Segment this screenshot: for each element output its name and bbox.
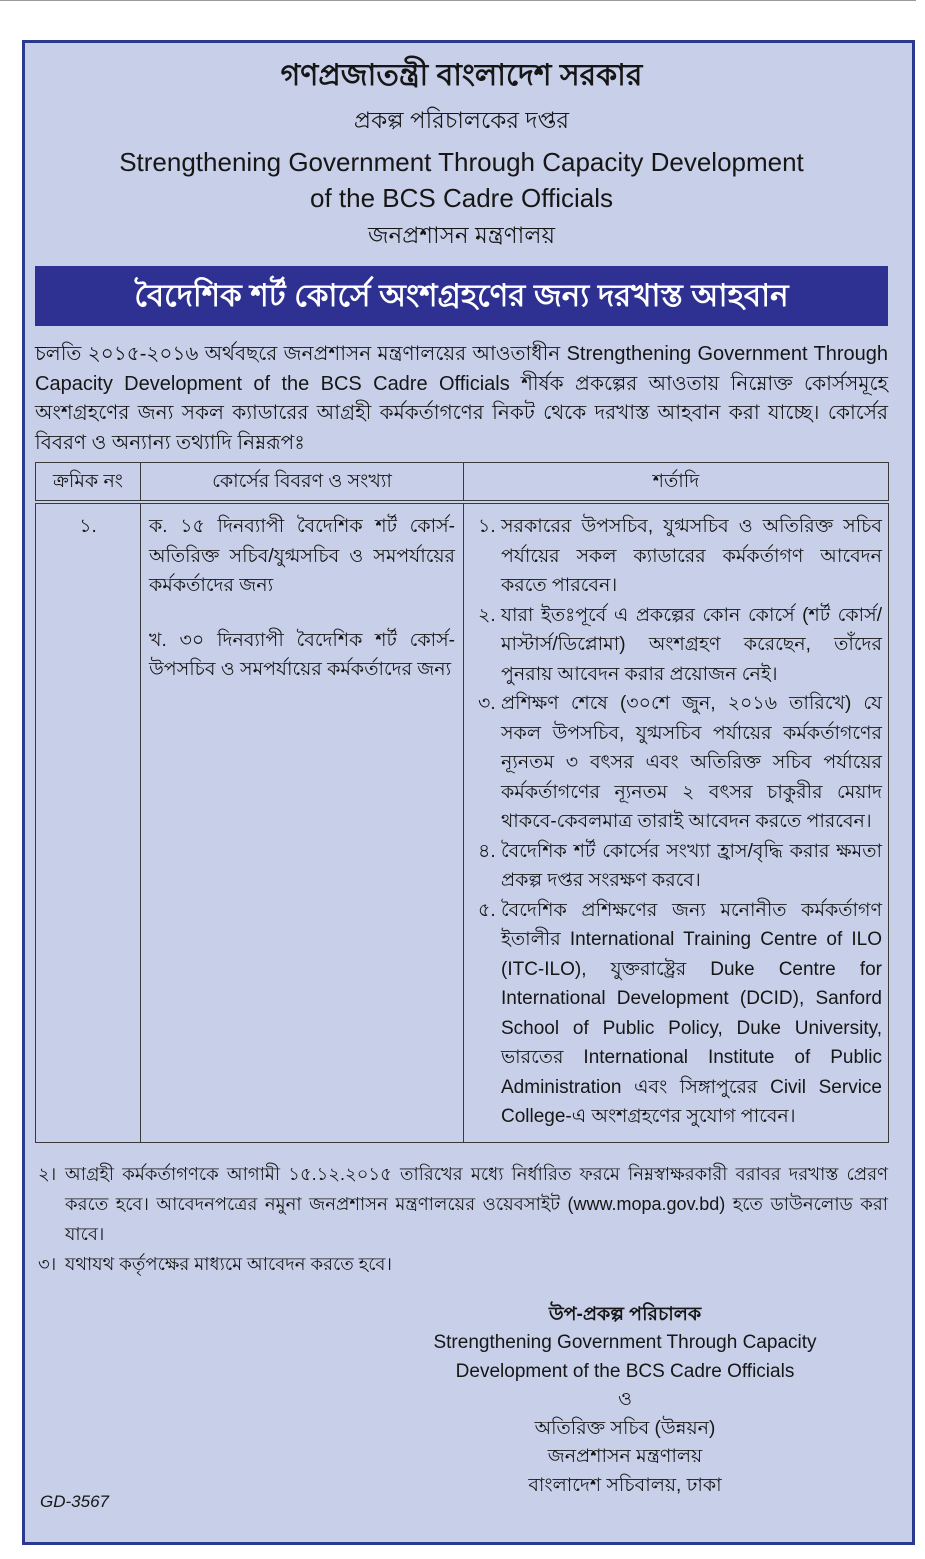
condition-number: ৩. xyxy=(478,693,496,714)
condition-number: ৫. xyxy=(478,899,496,921)
signature-block xyxy=(405,1301,845,1501)
signatory-designation: অতিরিক্ত সচিব (উন্নয়ন) xyxy=(534,1417,716,1439)
project-title-line2: of the BCS Cadre Officials xyxy=(310,183,613,213)
course-item: খ. ৩০ দিনব্যাপী বৈদেশিক শর্ট কোর্স- উপসচিব ও সমপর্যায়ের কর্মকর্তাদের জন্য xyxy=(149,629,455,680)
table-row xyxy=(36,502,889,1142)
condition-item xyxy=(478,837,882,896)
office-title: প্রকল্প পরিচালকের দপ্তর xyxy=(353,107,570,133)
note-number: ২। xyxy=(38,1163,57,1184)
notice-banner xyxy=(35,266,888,326)
project-title-line1: Strengthening Government Through Capacity Development xyxy=(119,147,804,177)
condition-text: সরকারের উপসচিব, যুগ্মসচিব ও অতিরিক্ত সচিব পর্যায়ের সকল ক্যাডারের কর্মকর্তাগণ আবেদন করতে পারবেন। xyxy=(501,516,882,596)
signatory-title: উপ-প্রকল্প পরিচালক xyxy=(548,1303,702,1325)
course-table xyxy=(35,462,889,1143)
column-header-conditions: শর্তাদি xyxy=(464,463,889,503)
signatory-location: বাংলাদেশ সচিবালয়, ঢাকা xyxy=(528,1474,722,1496)
signatory-project-line1: Strengthening Government Through Capacity xyxy=(433,1332,817,1353)
note-number: ৩। xyxy=(38,1253,57,1274)
column-header-serial: ক্রমিক নং xyxy=(36,463,141,503)
signatory-conjunction: ও xyxy=(618,1389,632,1410)
condition-item xyxy=(478,512,882,601)
note-item xyxy=(35,1159,888,1249)
condition-number: ২. xyxy=(478,604,496,626)
table-header-row xyxy=(36,463,889,503)
signatory-ministry: জনপ্রশাসন মন্ত্রণালয় xyxy=(547,1446,703,1467)
condition-number: ৪. xyxy=(478,840,496,862)
condition-item xyxy=(478,601,882,690)
condition-item xyxy=(478,689,882,837)
serial-cell: ১. xyxy=(36,502,141,1142)
notes-section xyxy=(35,1159,888,1279)
signatory-project-line2: Development of the BCS Cadre Officials xyxy=(455,1360,795,1382)
note-text: যথাযথ কর্তৃপক্ষের মাধ্যমে আবেদন করতে হবে। xyxy=(65,1253,392,1274)
condition-text: প্রশিক্ষণ শেষে (৩০শে জুন, ২০১৬ তারিখে) যে সকল উপসচিব, যুগ্মসচিব পর্যায়ের কর্মকর্তাগণের ন্যূনতম ৩ বৎসর এবং অতিরিক্ত সচিব পর্যায়ের কর্মকর্তাগণের ন্যূনতম ২ বৎসর চাকুরীর মেয়াদ থাকবে-কেবলমাত্র তারাই আবেদন করতে পারবেন। xyxy=(501,693,882,832)
column-header-course: কোর্সের বিবরণ ও সংখ্যা xyxy=(141,463,464,503)
government-title: গণপ্রজাতন্ত্রী বাংলাদেশ সরকার xyxy=(280,59,643,92)
conditions-cell xyxy=(464,502,889,1142)
top-rule xyxy=(0,0,916,1)
notice-header xyxy=(35,55,888,255)
banner-title: বৈদেশিক শর্ট কোর্সে অংশগ্রহণের জন্য দরখাস্ত আহবান xyxy=(134,278,789,313)
intro-paragraph: চলতি ২০১৫-২০১৬ অর্থবছরে জনপ্রশাসন মন্ত্রণালয়ের আওতাধীন Strengthening Government Through Capacity Development of the BCS Cadre Officials শীর্ষক প্রকল্পের আওতায় নিম্নোক্ত কোর্সসমূহে অংশগ্রহণের জন্য সকল ক্যাডারের আগ্রহী কর্মকর্তাগণের নিকট থেকে দরখাস্ত আহবান করা যাচ্ছে। কোর্সের বিবরণ ও অন্যান্য তথ্যাদি নিম্নরূপঃ xyxy=(35,343,888,454)
notice-frame xyxy=(22,40,915,1545)
condition-text: বৈদেশিক শর্ট কোর্সের সংখ্যা হ্রাস/বৃদ্ধি করার ক্ষমতা প্রকল্প দপ্তর সংরক্ষণ করবে। xyxy=(501,840,882,891)
condition-item xyxy=(478,896,882,1132)
note-text: আগ্রহী কর্মকর্তাগণকে আগামী ১৫.১২.২০১৫ তারিখের মধ্যে নির্ধারিত ফরমে নিম্নস্বাক্ষরকারী বরাবর দরখাস্ত প্রেরণ করতে হবে। আবেদনপত্রের নমুনা জনপ্রশাসন মন্ত্রণালয়ের ওয়েবসাইট (www.mopa.gov.bd) হতে ডাউনলোড করা যাবে। xyxy=(65,1163,888,1244)
ad-code: GD-3567 xyxy=(40,1492,109,1511)
condition-text: যারা ইতঃপূর্বে এ প্রকল্পের কোন কোর্সে (শর্ট কোর্স/ মাস্টার্স/ডিপ্লোমা) অংশগ্রহণ করেছেন, তাঁদের পুনরায় আবেদন করার প্রয়োজন নেই। xyxy=(501,604,882,685)
course-cell xyxy=(141,502,464,1142)
course-item: ক. ১৫ দিনব্যাপী বৈদেশিক শর্ট কোর্স- অতিরিক্ত সচিব/যুগ্মসচিব ও সমপর্যায়ের কর্মকর্তাদের জন্য xyxy=(149,516,455,596)
ministry-title: জনপ্রশাসন মন্ত্রণালয় xyxy=(367,222,556,248)
note-item xyxy=(35,1249,888,1279)
condition-number: ১. xyxy=(478,516,496,537)
condition-text: বৈদেশিক প্রশিক্ষণের জন্য মনোনীত কর্মকর্তাগণ ইতালীর International Training Centre of ILO (ITC-ILO), যুক্তরাষ্ট্রের Duke Centre for International Development (DCID), Sanford School of Public Policy, Duke University, ভারতের International Institute of Public Administration এবং সিঙ্গাপুরের Civil Service College-এ অংশগ্রহণের সুযোগ পাবেন। xyxy=(501,899,882,1127)
